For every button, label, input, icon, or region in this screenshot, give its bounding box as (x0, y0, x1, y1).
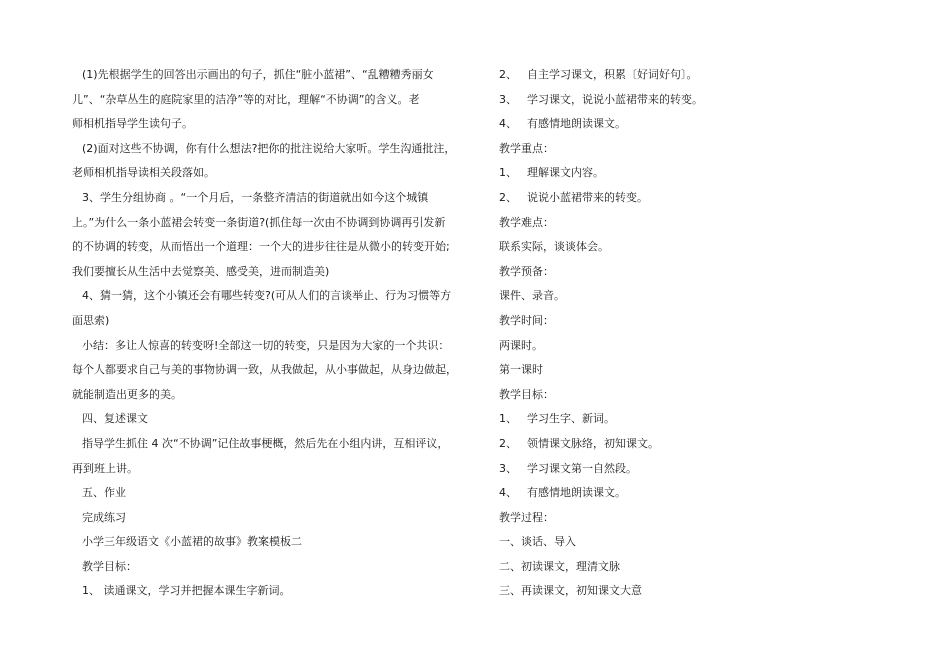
text-line: 1、 读通课文，学习并把握本课生字新词。 (82, 584, 291, 598)
list-item (499, 481, 889, 506)
item-number: 4、 (499, 117, 517, 131)
text-line: (1)先根据学生的回答出示画出的句子，抓住“脏小蓝裙”、“乱糟糟秀丽女 (82, 68, 434, 81)
list-item (499, 407, 889, 432)
document-subtitle (72, 530, 470, 555)
paragraph (72, 432, 470, 481)
item-text: 有感情地朗读课文。 (527, 117, 626, 131)
list-item (72, 579, 470, 604)
section-heading (72, 481, 470, 506)
text-line: 4、猜一猜，这个小镇还会有哪些转变?(可从人们的言谈举止、行为习惯等方 (82, 289, 452, 303)
section-heading: 一、谈话、导入 (499, 535, 576, 549)
paragraph (72, 555, 470, 580)
section-heading: 教学时间： (499, 313, 554, 327)
list-item (499, 457, 889, 482)
text-line: 教学目标： (82, 559, 137, 573)
item-text: 自主学习课文，积累〔好词好句〕。 (527, 68, 698, 81)
paragraph: 联系实际，谈谈体会。 (499, 240, 609, 254)
text-line: 再到班上讲。 (72, 461, 138, 475)
text-line: 五、作业 (82, 486, 126, 500)
item-number: 2、 (499, 190, 517, 204)
item-number: 2、 (499, 68, 517, 81)
paragraph (72, 63, 470, 137)
list-item (499, 432, 889, 457)
section-heading: 教学预备： (499, 264, 554, 278)
text-line: 就能制造出更多的美。 (72, 387, 182, 401)
section-heading: 教学过程： (499, 510, 554, 524)
item-number: 3、 (499, 461, 517, 475)
text-line: 小学三年级语文《小蓝裙的故事》教案模板二 (82, 535, 302, 549)
section-heading: 教学重点： (499, 141, 554, 155)
text-line: 3、学生分组协商 。“一个月后，一条整齐清洁的街道就出如今这个城镇 (82, 190, 429, 204)
list-item (499, 112, 889, 137)
item-number: 2、 (499, 436, 517, 450)
item-number: 3、 (499, 92, 517, 106)
section-heading (72, 407, 470, 432)
text-line: 完成练习 (82, 510, 126, 524)
text-line: 面思索) (72, 313, 110, 327)
paragraph: 课件、录音。 (499, 289, 565, 303)
paragraph (72, 506, 470, 531)
section-heading: 第一课时 (499, 363, 543, 377)
text-line: 四、复述课文 (82, 412, 148, 426)
item-text: 理解课文内容。 (527, 166, 604, 180)
text-line: 指导学生抓住 4 次“不协调”记住故事梗概，然后先在小组内讲，互相评议， (82, 436, 449, 450)
text-line: 我们要擅长从生活中去觉察美、感受美，进而制造美) (72, 264, 330, 278)
list-item (499, 161, 889, 186)
item-text: 学习课文第一自然段。 (527, 461, 637, 475)
item-number: 1、 (499, 166, 517, 180)
item-number: 4、 (499, 486, 517, 500)
section-heading: 教学目标： (499, 387, 554, 401)
item-text: 说说小蓝裙带来的转变。 (527, 190, 648, 204)
text-line: 的不协调的转变，从而悟出一个道理：一个大的进步往往是从微小的转变开始; (72, 240, 450, 254)
item-text: 有感情地朗读课文。 (527, 486, 626, 500)
list-item (499, 63, 889, 88)
text-line: 老师相机指导读相关段落如。 (72, 166, 215, 180)
item-number: 1、 (499, 412, 517, 426)
section-heading: 三、再读课文，初知课文大意 (499, 584, 642, 598)
paragraph: 两课时。 (499, 338, 543, 352)
right-column (499, 63, 889, 604)
section-heading: 二、初读课文，理清文脉 (499, 559, 620, 573)
list-item (499, 186, 889, 211)
item-text: 学习生字、新词。 (527, 412, 615, 426)
paragraph (72, 284, 470, 333)
paragraph (72, 186, 470, 284)
text-line: 小结：多让人惊喜的转变呀!全部这一切的转变，只是因为大家的一个共识： (82, 338, 450, 352)
text-line: 每个人都要求自己与美的事物协调一致，从我做起，从小事做起，从身边做起， (72, 363, 457, 377)
list-item (499, 88, 889, 113)
text-line: 上。”为什么一条小蓝裙会转变一条街道?(抓住每一次由不协调到协调再引发新 (72, 215, 446, 229)
text-line: 师相机指导学生读句子。 (72, 117, 193, 131)
left-column (72, 63, 470, 604)
item-text: 学习课文，说说小蓝裙带来的转变。 (527, 92, 703, 106)
paragraph (72, 334, 470, 408)
item-text: 领情课文脉络，初知课文。 (527, 436, 659, 450)
section-heading: 教学难点： (499, 215, 554, 229)
text-line: (2)面对这些不协调，你有什么想法?把你的批注说给大家听。学生沟通批注， (82, 141, 456, 155)
paragraph (72, 137, 470, 186)
text-line: 儿”、“杂草丛生的庭院家里的洁净”等的对比，理解“不协调”的含义。老 (72, 92, 420, 106)
